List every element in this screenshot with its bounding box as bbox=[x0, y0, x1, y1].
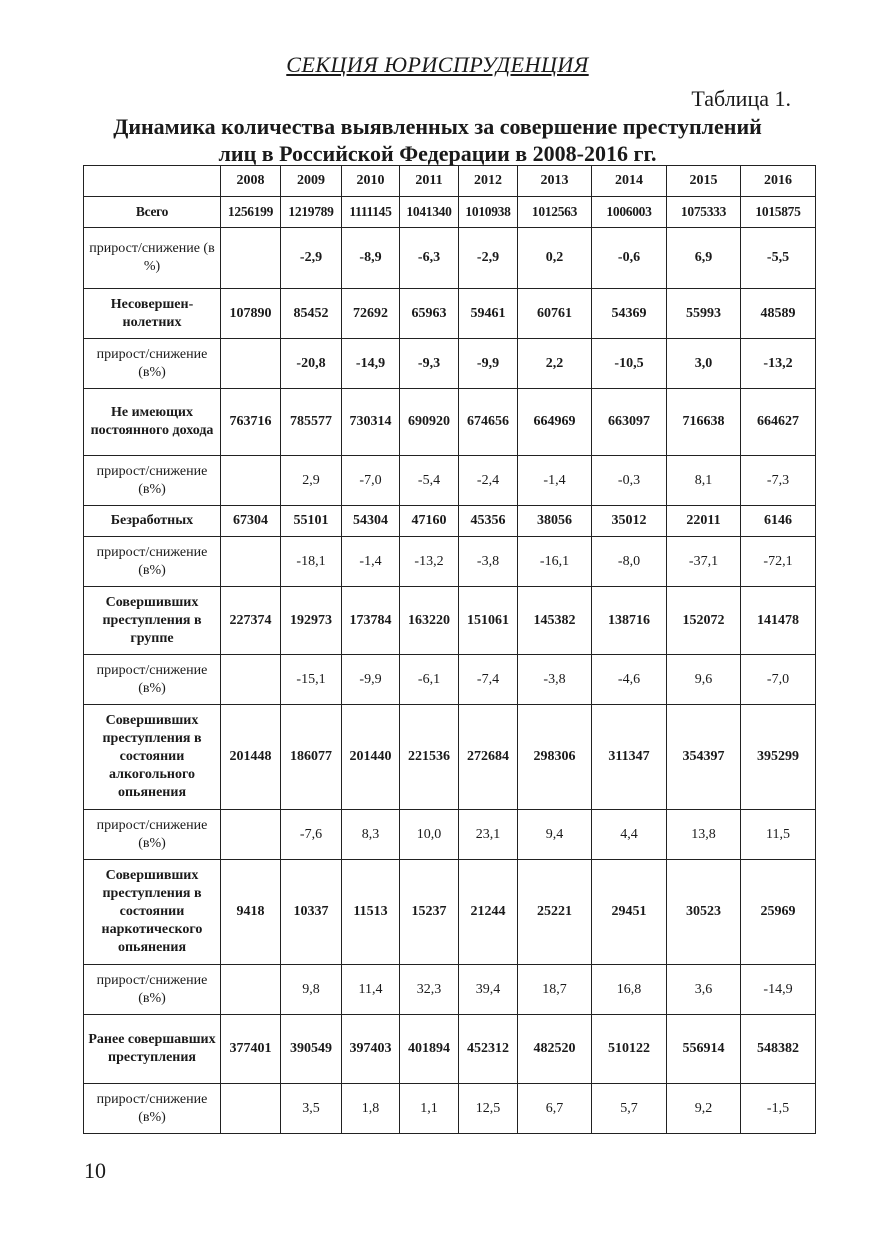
value-cell: -0,6 bbox=[592, 228, 667, 289]
value-cell: 85452 bbox=[281, 289, 342, 339]
value-cell: 54304 bbox=[342, 506, 400, 537]
value-cell: 1,8 bbox=[342, 1084, 400, 1134]
value-cell: 25969 bbox=[741, 860, 816, 965]
category-label-cell: Совершивших преступления в состоянии алкогольного опьянения bbox=[84, 705, 221, 810]
value-cell: 390549 bbox=[281, 1015, 342, 1084]
value-cell: 4,4 bbox=[592, 810, 667, 860]
value-cell: 201440 bbox=[342, 705, 400, 810]
category-row bbox=[84, 587, 816, 655]
value-cell: -3,8 bbox=[459, 537, 518, 587]
value-cell: -6,1 bbox=[400, 655, 459, 705]
value-cell: 8,3 bbox=[342, 810, 400, 860]
value-cell: -16,1 bbox=[518, 537, 592, 587]
value-cell: 272684 bbox=[459, 705, 518, 810]
value-cell: 107890 bbox=[221, 289, 281, 339]
value-cell: -9,9 bbox=[459, 339, 518, 389]
category-label-cell: Ранее совершавших преступления bbox=[84, 1015, 221, 1084]
value-cell bbox=[221, 965, 281, 1015]
value-cell: 22011 bbox=[667, 506, 741, 537]
year-header-cell: 2008 bbox=[221, 166, 281, 197]
change-label-cell: прирост/снижение (в %) bbox=[84, 228, 221, 289]
value-cell: 763716 bbox=[221, 389, 281, 456]
value-cell bbox=[221, 1084, 281, 1134]
value-cell: 674656 bbox=[459, 389, 518, 456]
value-cell: 9,8 bbox=[281, 965, 342, 1015]
value-cell: 9418 bbox=[221, 860, 281, 965]
value-cell: 452312 bbox=[459, 1015, 518, 1084]
category-row bbox=[84, 389, 816, 456]
value-cell: -13,2 bbox=[741, 339, 816, 389]
value-cell: 72692 bbox=[342, 289, 400, 339]
value-cell: 163220 bbox=[400, 587, 459, 655]
category-label-cell: Не имеющих постоянного дохода bbox=[84, 389, 221, 456]
value-cell: -1,4 bbox=[342, 537, 400, 587]
value-cell: 6,9 bbox=[667, 228, 741, 289]
category-label-cell: Несовершен-нолетних bbox=[84, 289, 221, 339]
year-header-cell: 2012 bbox=[459, 166, 518, 197]
change-row bbox=[84, 655, 816, 705]
table-title-line-1: Динамика количества выявленных за совершение преступлений bbox=[113, 114, 762, 139]
value-cell: 1,1 bbox=[400, 1084, 459, 1134]
value-cell: 510122 bbox=[592, 1015, 667, 1084]
value-cell: 10337 bbox=[281, 860, 342, 965]
value-cell: 663097 bbox=[592, 389, 667, 456]
value-cell: 1006003 bbox=[592, 197, 667, 228]
value-cell: -3,8 bbox=[518, 655, 592, 705]
value-cell bbox=[221, 339, 281, 389]
change-label-cell: прирост/снижение (в%) bbox=[84, 1084, 221, 1134]
value-cell: 785577 bbox=[281, 389, 342, 456]
value-cell: 16,8 bbox=[592, 965, 667, 1015]
value-cell: -14,9 bbox=[342, 339, 400, 389]
value-cell: 18,7 bbox=[518, 965, 592, 1015]
category-row bbox=[84, 1015, 816, 1084]
value-cell: 1041340 bbox=[400, 197, 459, 228]
value-cell: 1219789 bbox=[281, 197, 342, 228]
value-cell: -10,5 bbox=[592, 339, 667, 389]
value-cell: -72,1 bbox=[741, 537, 816, 587]
category-row bbox=[84, 289, 816, 339]
value-cell: 145382 bbox=[518, 587, 592, 655]
value-cell: 2,9 bbox=[281, 456, 342, 506]
change-label-cell: прирост/снижение (в%) bbox=[84, 655, 221, 705]
value-cell bbox=[221, 655, 281, 705]
value-cell: -2,9 bbox=[459, 228, 518, 289]
value-cell: 141478 bbox=[741, 587, 816, 655]
year-header-cell: 2009 bbox=[281, 166, 342, 197]
value-cell: 664627 bbox=[741, 389, 816, 456]
table-header-row bbox=[84, 166, 816, 197]
category-label-cell: Совершивших преступления в группе bbox=[84, 587, 221, 655]
value-cell: -1,4 bbox=[518, 456, 592, 506]
change-row bbox=[84, 228, 816, 289]
table-title-line-2: лиц в Российской Федерации в 2008-2016 гг. bbox=[218, 141, 657, 166]
change-label-cell: прирост/снижение (в%) bbox=[84, 810, 221, 860]
crime-dynamics-table bbox=[83, 165, 816, 1134]
section-header: СЕКЦИЯ ЮРИСПРУДЕНЦИЯ bbox=[286, 52, 589, 77]
year-header-cell: 2011 bbox=[400, 166, 459, 197]
category-row bbox=[84, 860, 816, 965]
year-header-cell: 2015 bbox=[667, 166, 741, 197]
value-cell: 25221 bbox=[518, 860, 592, 965]
change-row bbox=[84, 456, 816, 506]
year-header-cell: 2014 bbox=[592, 166, 667, 197]
value-cell: 192973 bbox=[281, 587, 342, 655]
value-cell: 227374 bbox=[221, 587, 281, 655]
value-cell: 173784 bbox=[342, 587, 400, 655]
change-label-cell: прирост/снижение (в%) bbox=[84, 456, 221, 506]
value-cell: 23,1 bbox=[459, 810, 518, 860]
value-cell: 32,3 bbox=[400, 965, 459, 1015]
table-title bbox=[60, 113, 815, 167]
value-cell: 5,7 bbox=[592, 1084, 667, 1134]
value-cell: 45356 bbox=[459, 506, 518, 537]
change-row bbox=[84, 810, 816, 860]
value-cell bbox=[221, 228, 281, 289]
value-cell: 30523 bbox=[667, 860, 741, 965]
value-cell: 548382 bbox=[741, 1015, 816, 1084]
value-cell: 730314 bbox=[342, 389, 400, 456]
value-cell: 377401 bbox=[221, 1015, 281, 1084]
value-cell: 55101 bbox=[281, 506, 342, 537]
value-cell: -2,4 bbox=[459, 456, 518, 506]
year-header-cell: 2010 bbox=[342, 166, 400, 197]
page-number: 10 bbox=[84, 1158, 106, 1183]
header-corner-cell bbox=[84, 166, 221, 197]
change-row bbox=[84, 1084, 816, 1134]
value-cell bbox=[221, 456, 281, 506]
value-cell: 186077 bbox=[281, 705, 342, 810]
value-cell bbox=[221, 537, 281, 587]
value-cell: 138716 bbox=[592, 587, 667, 655]
value-cell: 11513 bbox=[342, 860, 400, 965]
value-cell: -7,0 bbox=[741, 655, 816, 705]
category-row bbox=[84, 705, 816, 810]
value-cell: 39,4 bbox=[459, 965, 518, 1015]
year-header-cell: 2013 bbox=[518, 166, 592, 197]
value-cell: -2,9 bbox=[281, 228, 342, 289]
value-cell: 395299 bbox=[741, 705, 816, 810]
value-cell: -8,9 bbox=[342, 228, 400, 289]
value-cell: -15,1 bbox=[281, 655, 342, 705]
value-cell: 1256199 bbox=[221, 197, 281, 228]
value-cell: 35012 bbox=[592, 506, 667, 537]
value-cell: 10,0 bbox=[400, 810, 459, 860]
value-cell: 15237 bbox=[400, 860, 459, 965]
value-cell: -18,1 bbox=[281, 537, 342, 587]
value-cell: 3,5 bbox=[281, 1084, 342, 1134]
value-cell: 0,2 bbox=[518, 228, 592, 289]
value-cell: 690920 bbox=[400, 389, 459, 456]
value-cell: 47160 bbox=[400, 506, 459, 537]
value-cell: 2,2 bbox=[518, 339, 592, 389]
value-cell: 29451 bbox=[592, 860, 667, 965]
value-cell: 65963 bbox=[400, 289, 459, 339]
value-cell bbox=[221, 810, 281, 860]
value-cell: 354397 bbox=[667, 705, 741, 810]
value-cell: 8,1 bbox=[667, 456, 741, 506]
change-row bbox=[84, 965, 816, 1015]
value-cell: 11,5 bbox=[741, 810, 816, 860]
value-cell: 298306 bbox=[518, 705, 592, 810]
value-cell: -4,6 bbox=[592, 655, 667, 705]
value-cell: 152072 bbox=[667, 587, 741, 655]
value-cell: 67304 bbox=[221, 506, 281, 537]
value-cell: 3,0 bbox=[667, 339, 741, 389]
value-cell: 556914 bbox=[667, 1015, 741, 1084]
value-cell: -7,4 bbox=[459, 655, 518, 705]
value-cell: -7,0 bbox=[342, 456, 400, 506]
value-cell: -5,4 bbox=[400, 456, 459, 506]
value-cell: 59461 bbox=[459, 289, 518, 339]
value-cell: -1,5 bbox=[741, 1084, 816, 1134]
value-cell: 9,4 bbox=[518, 810, 592, 860]
value-cell: 11,4 bbox=[342, 965, 400, 1015]
value-cell: -14,9 bbox=[741, 965, 816, 1015]
change-row bbox=[84, 339, 816, 389]
value-cell: 397403 bbox=[342, 1015, 400, 1084]
value-cell: 664969 bbox=[518, 389, 592, 456]
value-cell: 48589 bbox=[741, 289, 816, 339]
change-row bbox=[84, 537, 816, 587]
value-cell: 201448 bbox=[221, 705, 281, 810]
change-label-cell: прирост/снижение (в%) bbox=[84, 537, 221, 587]
value-cell: 9,2 bbox=[667, 1084, 741, 1134]
value-cell: 3,6 bbox=[667, 965, 741, 1015]
value-cell: -5,5 bbox=[741, 228, 816, 289]
value-cell: -7,3 bbox=[741, 456, 816, 506]
change-label-cell: прирост/снижение (в%) bbox=[84, 965, 221, 1015]
value-cell: -13,2 bbox=[400, 537, 459, 587]
value-cell: -9,9 bbox=[342, 655, 400, 705]
value-cell: 6,7 bbox=[518, 1084, 592, 1134]
value-cell: 6146 bbox=[741, 506, 816, 537]
value-cell: -0,3 bbox=[592, 456, 667, 506]
value-cell: 151061 bbox=[459, 587, 518, 655]
table-label: Таблица 1. bbox=[691, 86, 791, 111]
category-row bbox=[84, 506, 816, 537]
value-cell: -37,1 bbox=[667, 537, 741, 587]
value-cell: 716638 bbox=[667, 389, 741, 456]
value-cell: 9,6 bbox=[667, 655, 741, 705]
category-label-cell: Совершивших преступления в состоянии наркотического опьянения bbox=[84, 860, 221, 965]
value-cell: -6,3 bbox=[400, 228, 459, 289]
category-label-cell: Безработных bbox=[84, 506, 221, 537]
value-cell: 21244 bbox=[459, 860, 518, 965]
value-cell: 482520 bbox=[518, 1015, 592, 1084]
value-cell: 1010938 bbox=[459, 197, 518, 228]
change-label-cell: прирост/снижение (в%) bbox=[84, 339, 221, 389]
value-cell: 13,8 bbox=[667, 810, 741, 860]
value-cell: 1012563 bbox=[518, 197, 592, 228]
category-label-cell: Всего bbox=[84, 197, 221, 228]
value-cell: -20,8 bbox=[281, 339, 342, 389]
value-cell: 1015875 bbox=[741, 197, 816, 228]
value-cell: 311347 bbox=[592, 705, 667, 810]
value-cell: 401894 bbox=[400, 1015, 459, 1084]
value-cell: 221536 bbox=[400, 705, 459, 810]
value-cell: -7,6 bbox=[281, 810, 342, 860]
value-cell: 60761 bbox=[518, 289, 592, 339]
value-cell: 1111145 bbox=[342, 197, 400, 228]
value-cell: -8,0 bbox=[592, 537, 667, 587]
value-cell: 1075333 bbox=[667, 197, 741, 228]
value-cell: 54369 bbox=[592, 289, 667, 339]
value-cell: -9,3 bbox=[400, 339, 459, 389]
category-row bbox=[84, 197, 816, 228]
year-header-cell: 2016 bbox=[741, 166, 816, 197]
value-cell: 55993 bbox=[667, 289, 741, 339]
value-cell: 38056 bbox=[518, 506, 592, 537]
value-cell: 12,5 bbox=[459, 1084, 518, 1134]
